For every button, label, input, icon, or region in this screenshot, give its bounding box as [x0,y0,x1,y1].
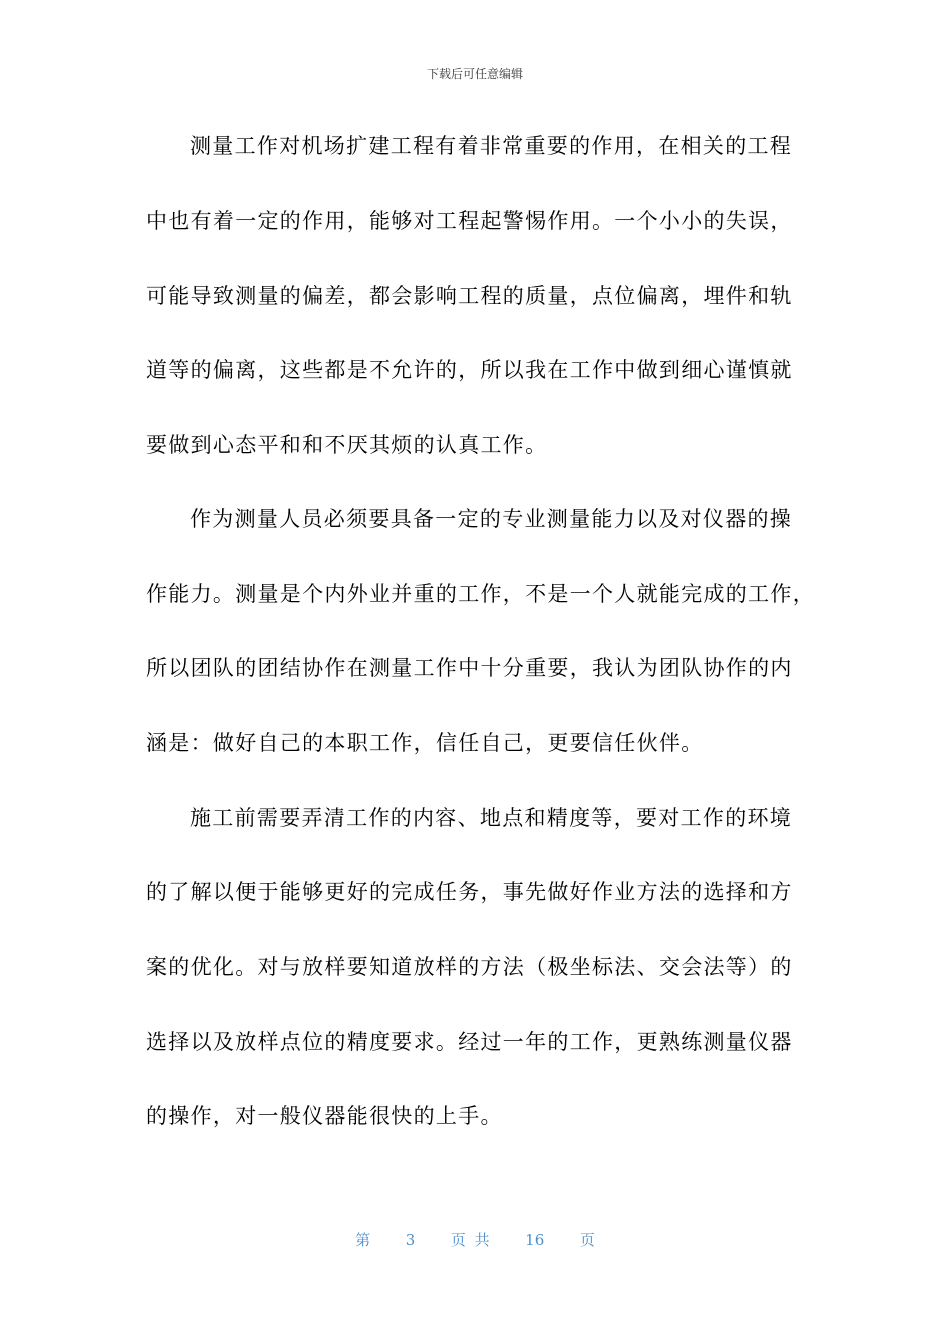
paragraph-3-line-2: 的了解以便于能够更好的完成任务，事先做好作业方法的选择和方 [146,880,793,904]
paragraph-1-line-1: 测量工作对机场扩建工程有着非常重要的作用，在相关的工程 [190,134,793,158]
current-page-number: 3 [405,1231,416,1249]
paragraph-2-line-2: 作能力。测量是个内外业并重的工作，不是一个人就能完成的工作， [146,582,815,606]
footer-page-suffix: 页 [579,1231,595,1249]
footer-page-middle: 页 共 [450,1231,490,1249]
paragraph-2-line-3: 所以团队的团结协作在测量工作中十分重要，我认为团队协作的内 [146,656,793,680]
paragraph-3-line-3: 案的优化。对与放样要知道放样的方法（极坐标法、交会法等）的 [146,955,793,979]
paragraph-1-line-5: 要做到心态平和和不厌其烦的认真工作。 [146,433,548,457]
paragraph-3-line-4: 选择以及放样点位的精度要求。经过一年的工作，更熟练测量仪器 [146,1030,793,1054]
paragraph-1-line-2: 中也有着一定的作用，能够对工程起警惕作用。一个小小的失误， [146,209,793,233]
paragraph-1-line-3: 可能导致测量的偏差，都会影响工程的质量，点位偏离，埋件和轨 [146,284,793,308]
page-header: 下载后可任意编辑 [426,67,523,81]
page-footer [0,1230,950,1250]
paragraph-3-line-5: 的操作，对一般仪器能很快的上手。 [146,1104,503,1128]
total-pages-number: 16 [525,1231,545,1249]
footer-page-prefix: 第 [355,1231,371,1249]
paragraph-1-line-4: 道等的偏离，这些都是不允许的，所以我在工作中做到细心谨慎就 [146,358,793,382]
paragraph-2-line-1: 作为测量人员必须要具备一定的专业测量能力以及对仪器的操 [190,507,793,531]
paragraph-3-line-1: 施工前需要弄清工作的内容、地点和精度等，要对工作的环境 [190,806,793,830]
paragraph-2-line-4: 涵是：做好自己的本职工作，信任自己，更要信任伙伴。 [146,731,704,755]
